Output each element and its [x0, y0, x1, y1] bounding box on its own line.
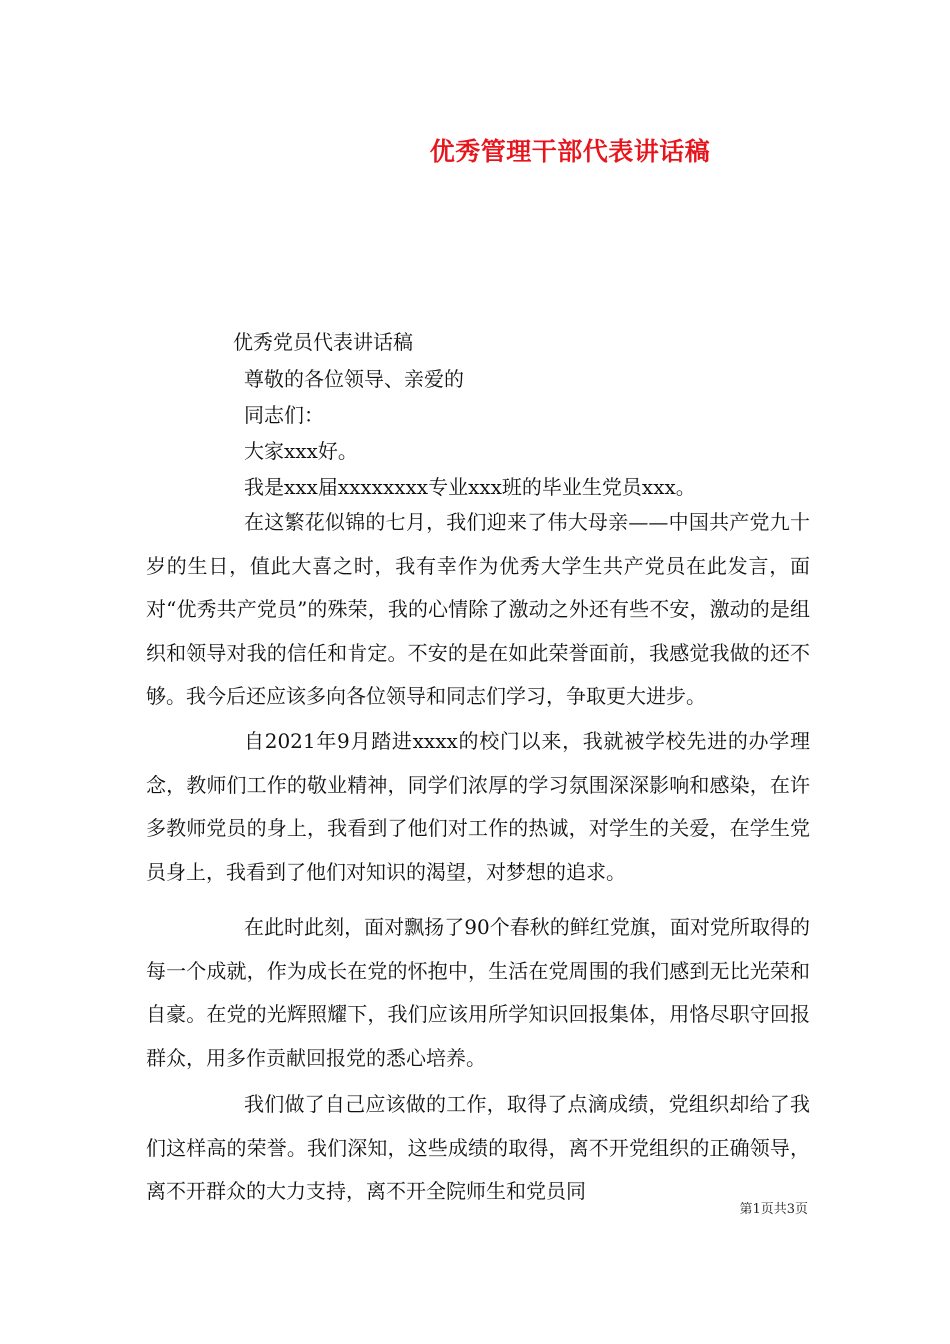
- paragraph-2: 自2021年9月踏进xxxx的校门以来，我就被学校先进的办学理念，教师们工作的敬业精神，同学们浓厚的学习氛围深深影响和感染，在许多教师党员的身上，我看到了他们对工作的热诚，对学生的关爱，在学生党员身上，我看到了他们对知识的渴望，对梦想的追求。: [146, 729, 810, 884]
- greeting-line-1: 尊敬的各位领导、亲爱的: [244, 367, 464, 391]
- greeting-line-2: 同志们：: [244, 403, 324, 427]
- greeting-line-3: 大家xxx好。: [244, 439, 358, 463]
- paragraph-1: 在这繁花似锦的七月，我们迎来了伟大母亲——中国共产党九十岁的生日，值此大喜之时，我有幸作为优秀大学生共产党员在此发言，面对“优秀共产党员”的殊荣，我的心情除了激动之外还有些不安，激动的是组织和领导对我的信任和肯定。不安的是在如此荣誉面前，我感觉我做的还不够。我今后还应该多向各位领导和同志们学习，争取更大进步。: [146, 510, 810, 708]
- paragraph-3: 在此时此刻，面对飘扬了90个春秋的鲜红党旗，面对党所取得的每一个成就，作为成长在党的怀抱中，生活在党周围的我们感到无比光荣和自豪。在党的光辉照耀下，我们应该用所学知识回报集体，用恪尽职守回报群众，用多作贡献回报党的悉心培养。: [146, 915, 810, 1070]
- paragraph-4: 我们做了自己应该做的工作，取得了点滴成绩，党组织却给了我们这样高的荣誉。我们深知，这些成绩的取得，离不开党组织的正确领导，离不开群众的大力支持，离不开全院师生和党员同: [146, 1092, 810, 1203]
- self-introduction: 我是xxx届xxxxxxxx专业xxx班的毕业生党员xxx。: [244, 475, 696, 499]
- page-number-footer: 第1页共3页: [739, 1202, 808, 1217]
- speech-subtitle: 优秀党员代表讲话稿: [233, 330, 413, 354]
- document-title: 优秀管理干部代表讲话稿: [429, 137, 711, 166]
